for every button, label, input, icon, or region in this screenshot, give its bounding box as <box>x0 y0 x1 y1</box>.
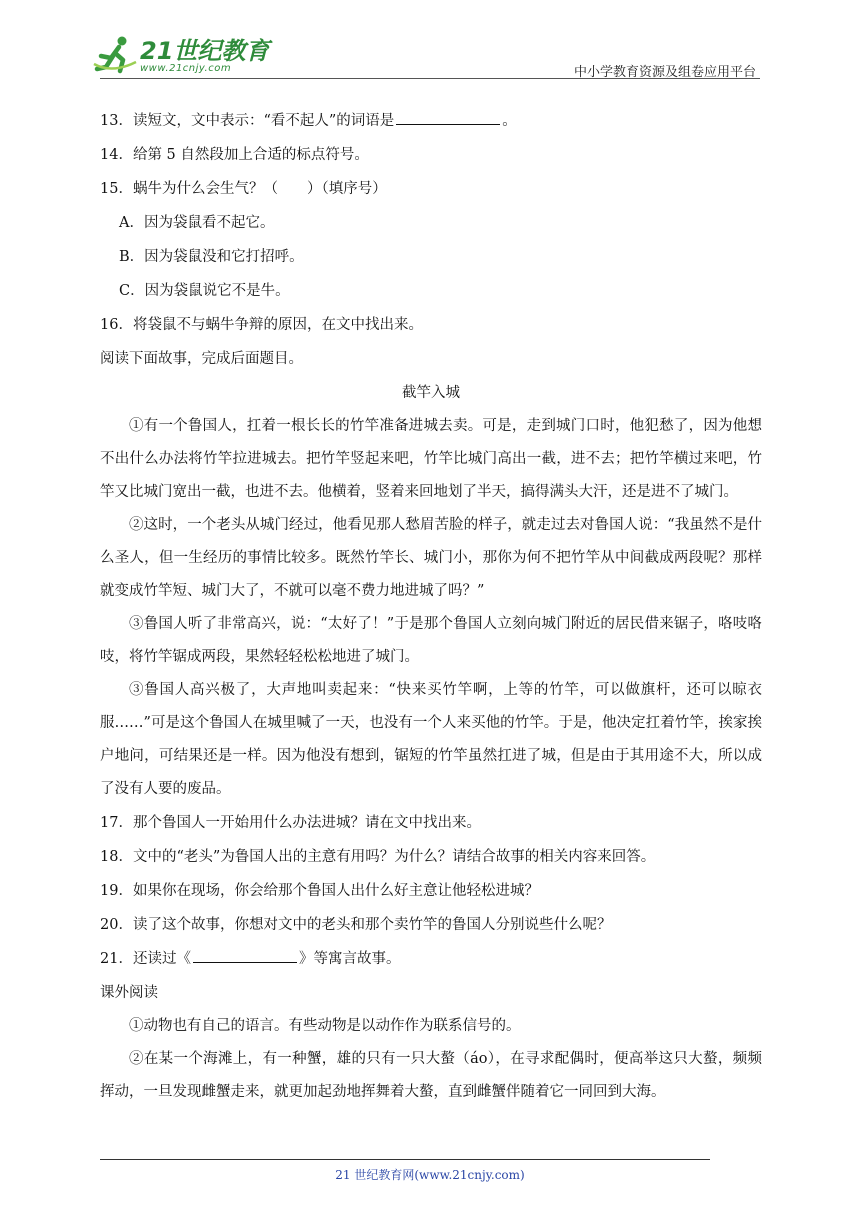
story-paragraph-1: ①有一个鲁国人，扛着一根长长的竹竿准备进城去卖。可是，走到城门口时，他犯愁了，因为他想不出什么办法将竹竿拉进城去。把竹竿竖起来吧，竹竿比城门高出一截，进不去；把竹竿横过来吧，竹竿又比城门宽出一截，也进不去。他横着，竖着来回地划了半天，搞得满头大汗，还是进不了城门。 <box>100 418 762 500</box>
header-divider <box>100 78 760 79</box>
question-21-text: 21．还读过《 <box>100 951 191 967</box>
document-body <box>100 104 762 1109</box>
page-footer: 21 世纪教育网(www.21cnjy.com) <box>335 1168 525 1182</box>
platform-label: 中小学教育资源及组卷应用平台 <box>573 65 756 80</box>
story-title: 截竿入城 <box>402 385 460 401</box>
question-18: 18．文中的“老头”为鲁国人出的主意有用吗？为什么？请结合故事的相关内容来回答。 <box>100 849 656 865</box>
extra-paragraph-2: ②在某一个海滩上，有一种蟹，雄的只有一只大螯（áo），在寻求配偶时，便高举这只大螯，频频挥动，一旦发现雌蟹走来，就更加起劲地挥舞着大螯，直到雌蟹伴随着它一同回到大海。 <box>100 1051 762 1100</box>
question-13 <box>100 104 762 138</box>
site-logo <box>92 34 269 74</box>
question-17: 17．那个鲁国人一开始用什么办法进城？请在文中找出来。 <box>100 815 481 831</box>
story-paragraph-4: ③鲁国人高兴极了，大声地叫卖起来：“快来买竹竿啊，上等的竹竿，可以做旗杆，还可以晾衣服……”可是这个鲁国人在城里喊了一天，也没有一个人来买他的竹竿。于是，他决定扛着竹竿，挨家挨户地问，可结果还是一样。因为他没有想到，锯短的竹竿虽然扛进了城，但是由于其用途不大，所以成了没有人要的废品。 <box>100 682 762 797</box>
question-13-text: 13．读短文，文中表示：“看不起人”的词语是 <box>100 113 395 129</box>
question-19: 19．如果你在现场，你会给那个鲁国人出什么好主意让他轻松进城？ <box>100 883 539 899</box>
page-header <box>0 0 860 80</box>
runner-logo-icon <box>92 34 138 74</box>
footer-divider <box>100 1159 710 1160</box>
question-15: 15．蜗牛为什么会生气？（ ）（填序号） <box>100 181 387 197</box>
question-13-end: 。 <box>502 113 517 129</box>
extra-reading-heading: 课外阅读 <box>100 985 158 1001</box>
question-14: 14．给第 5 自然段加上合适的标点符号。 <box>100 147 369 163</box>
option-a: A．因为袋鼠看不起它。 <box>119 215 275 231</box>
logo-url: www.21cnjy.com <box>140 63 232 74</box>
logo-title: 21世纪教育 <box>140 37 270 65</box>
question-20: 20．读了这个故事，你想对文中的老头和那个卖竹竿的鲁国人分别说些什么呢？ <box>100 917 612 933</box>
extra-paragraph-1: ①动物也有自己的语言。有些动物是以动作作为联系信号的。 <box>129 1018 521 1034</box>
option-c: C．因为袋鼠说它不是牛。 <box>119 283 290 299</box>
answer-blank <box>193 948 297 963</box>
story-paragraph-2: ②这时，一个老头从城门经过，他看见那人愁眉苦脸的样子，就走过去对鲁国人说：“我虽然不是什么圣人，但一生经历的事情比较多。既然竹竿长、城门小，那你为何不把竹竿从中间截成两段呢？那样就变成竹竿短、城门大了，不就可以毫不费力地进城了吗？” <box>100 517 762 599</box>
answer-blank <box>396 110 500 125</box>
question-21 <box>100 942 762 976</box>
option-b: B．因为袋鼠没和它打招呼。 <box>119 249 304 265</box>
question-21-end: 》等寓言故事。 <box>298 951 401 967</box>
reading-instruction: 阅读下面故事，完成后面题目。 <box>100 351 303 367</box>
story-paragraph-3: ③鲁国人听了非常高兴，说：“太好了！”于是那个鲁国人立刻向城门附近的居民借来锯子，咯吱咯吱，将竹竿锯成两段，果然轻轻松松地进了城门。 <box>100 616 762 665</box>
question-16: 16．将袋鼠不与蜗牛争辩的原因，在文中找出来。 <box>100 317 423 333</box>
